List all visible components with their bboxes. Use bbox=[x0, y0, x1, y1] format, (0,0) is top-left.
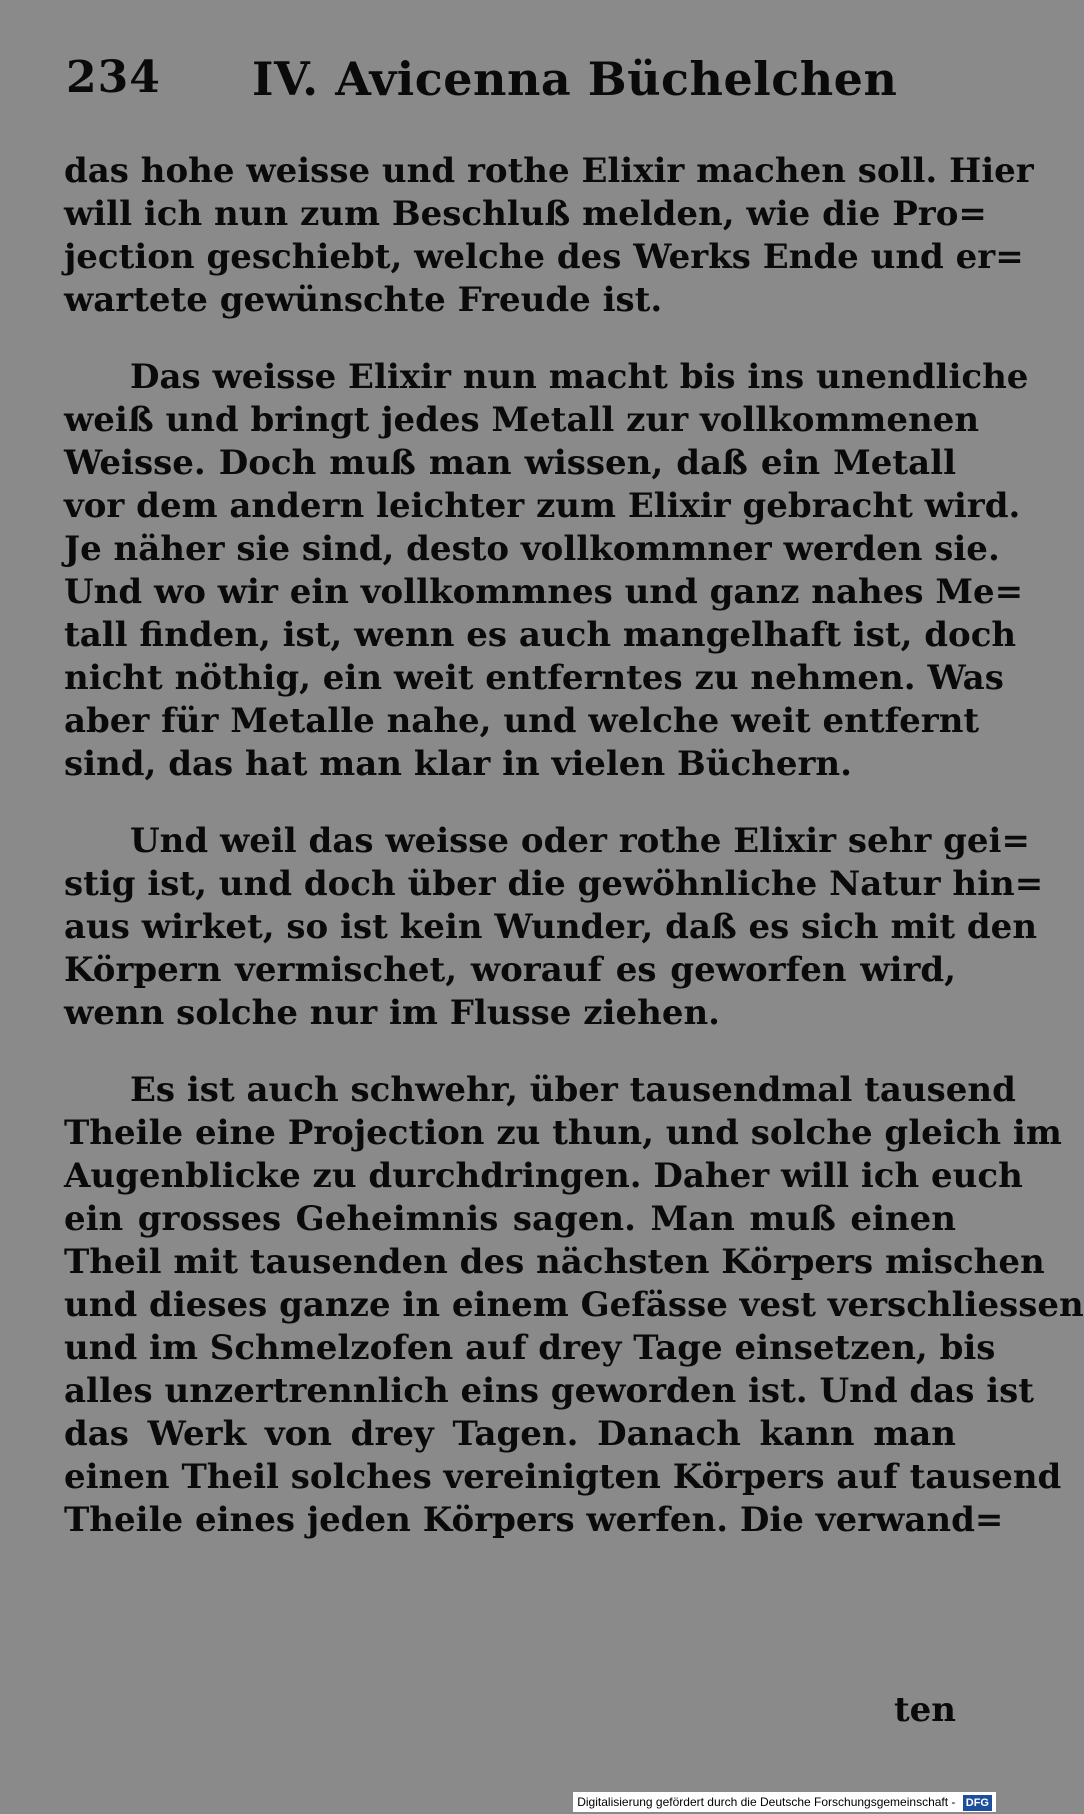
text-line: Körpern vermischet, worauf es geworfen wird, bbox=[64, 950, 956, 990]
dfg-logo-icon: DFG bbox=[963, 1795, 992, 1811]
text-line: aus wirket, so ist kein Wunder, daß es sich mit den bbox=[64, 907, 1038, 947]
text-line: Augenblicke zu durchdringen. Daher will ich euch bbox=[64, 1156, 1023, 1196]
text-line: das hohe weisse und rothe Elixir machen soll. Hier bbox=[64, 151, 1034, 191]
running-title: IV. Avicenna Büchelchen bbox=[252, 52, 898, 106]
text-line: alles unzertrennlich eins geworden ist. Und das ist bbox=[64, 1371, 1034, 1411]
text-line: Weisse. Doch muß man wissen, daß ein Metall bbox=[64, 443, 956, 483]
text-line: vor dem andern leichter zum Elixir gebracht wird. bbox=[64, 486, 1021, 526]
paragraph-3 bbox=[64, 820, 1044, 1035]
text-line: ein grosses Geheimnis sagen. Man muß einen bbox=[64, 1199, 956, 1239]
text-line: sind, das hat man klar in vielen Büchern. bbox=[64, 744, 852, 784]
text-line: einen Theil solches vereinigten Körpers auf tausend bbox=[64, 1457, 1062, 1497]
text-line: aber für Metalle nahe, und welche weit entfernt bbox=[64, 701, 980, 741]
text-line: und dieses ganze in einem Gefässe vest verschliessen bbox=[64, 1285, 1084, 1325]
body-text bbox=[64, 150, 1084, 1542]
text-line: und im Schmelzofen auf drey Tage einsetzen, bis bbox=[64, 1328, 996, 1368]
text-line: weiß und bringt jedes Metall zur vollkommenen bbox=[64, 400, 980, 440]
text-line: Es ist auch schwehr, über tausendmal tausend bbox=[130, 1070, 1016, 1110]
digitization-credit bbox=[573, 1792, 996, 1812]
page-header bbox=[66, 52, 956, 122]
paragraph-gap bbox=[64, 322, 956, 356]
text-line: tall finden, ist, wenn es auch mangelhaft ist, doch bbox=[64, 615, 1017, 655]
text-line: wartete gewünschte Freude ist. bbox=[64, 280, 663, 320]
paragraph-4 bbox=[64, 1069, 1084, 1542]
page-number: 234 bbox=[66, 52, 161, 103]
credit-text: Digitalisierung gefördert durch die Deutsche Forschungsgemeinschaft - bbox=[577, 1795, 956, 1809]
text-line: Theil mit tausenden des nächsten Körpers mischen bbox=[64, 1242, 1045, 1282]
text-line: jection geschiebt, welche des Werks Ende und er= bbox=[64, 237, 1024, 277]
paragraph-2 bbox=[64, 356, 1029, 786]
paragraph-1 bbox=[64, 150, 1034, 322]
text-line: Theile eines jeden Körpers werfen. Die verwand= bbox=[64, 1500, 1004, 1540]
paragraph-gap bbox=[64, 1035, 956, 1069]
text-line: nicht nöthig, ein weit entferntes zu nehmen. Was bbox=[64, 658, 1004, 698]
text-line: stig ist, und doch über die gewöhnliche Natur hin= bbox=[64, 864, 1044, 904]
text-line: das Werk von drey Tagen. Danach kann man bbox=[64, 1414, 956, 1454]
text-line: Und weil das weisse oder rothe Elixir sehr gei= bbox=[130, 821, 1030, 861]
paragraph-gap bbox=[64, 786, 956, 820]
text-line: Je näher sie sind, desto vollkommner werden sie. bbox=[64, 529, 1000, 569]
text-line: will ich nun zum Beschluß melden, wie die Pro= bbox=[64, 194, 987, 234]
text-line: wenn solche nur im Flusse ziehen. bbox=[64, 993, 721, 1033]
catchword: ten bbox=[893, 1690, 956, 1730]
text-line: Das weisse Elixir nun macht bis ins unendliche bbox=[130, 357, 1029, 397]
text-line: Theile eine Projection zu thun, und solche gleich im bbox=[64, 1113, 1062, 1153]
text-line: Und wo wir ein vollkommnes und ganz nahes Me= bbox=[64, 572, 1024, 612]
